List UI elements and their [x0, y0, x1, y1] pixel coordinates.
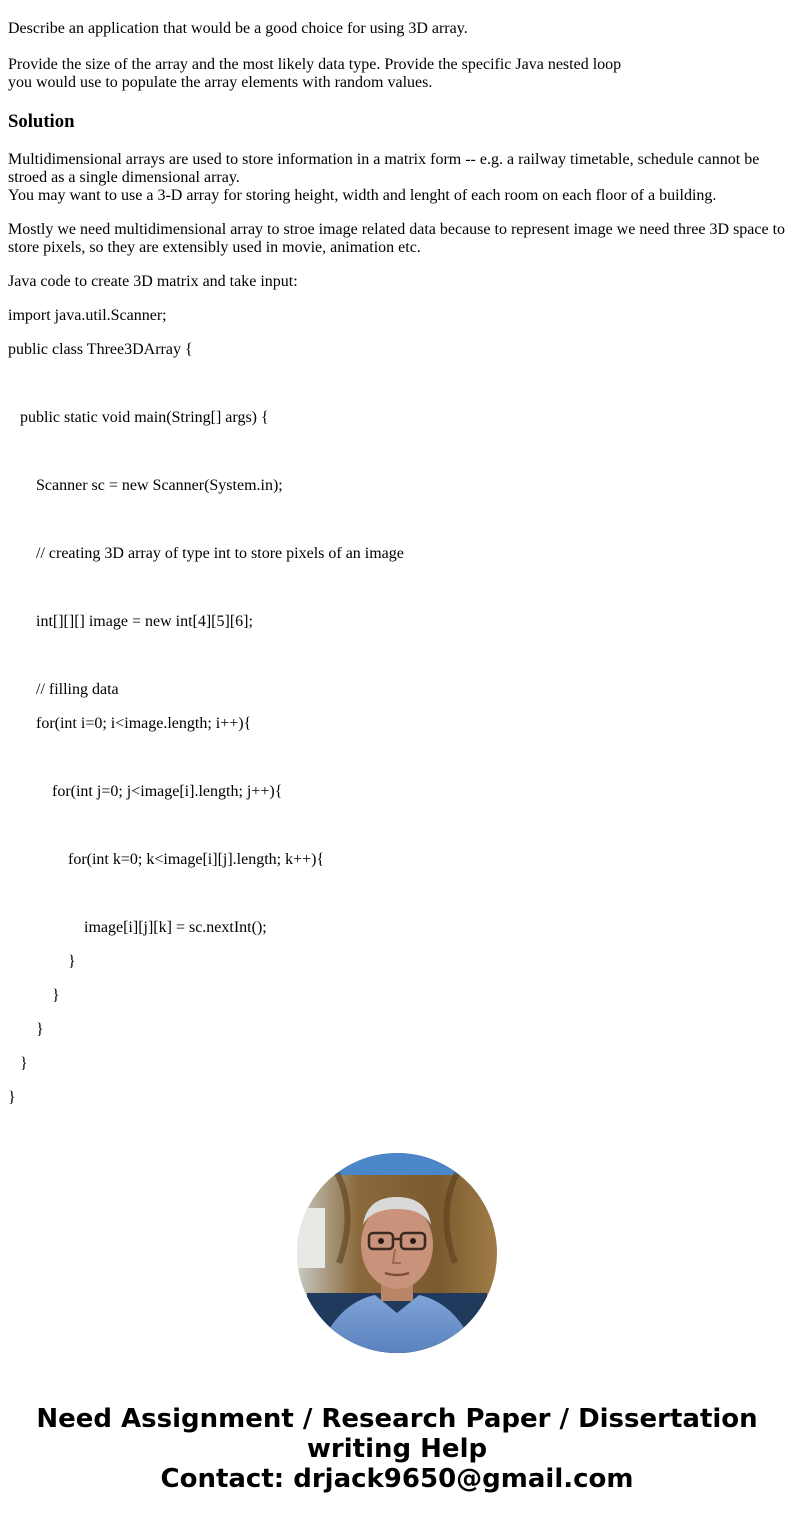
- code-line: for(int i=0; i<image.length; i++){: [8, 715, 252, 732]
- solution-paragraph-1: [8, 151, 759, 205]
- code-line: int[][][] image = new int[4][5][6];: [8, 613, 253, 630]
- code-line: for(int k=0; k<image[i][j].length; k++){: [8, 851, 325, 868]
- code-line: for(int j=0; j<image[i].length; j++){: [8, 783, 283, 800]
- solution-paragraph-1-line-1: Multidimensional arrays are used to store information in a matrix form -- e.g. a railway timetable, schedule cannot be: [8, 151, 760, 168]
- question-paragraph-1: Describe an application that would be a good choice for using 3D array.: [8, 20, 468, 37]
- cta-line-1: Need Assignment / Research Paper / Dissertation: [36, 1404, 758, 1434]
- code-line: // filling data: [8, 681, 119, 698]
- question-paragraph-2-line-2: you would use to populate the array elements with random values.: [8, 74, 433, 91]
- code-line: image[i][j][k] = sc.nextInt();: [8, 919, 267, 936]
- code-line: }: [8, 987, 60, 1004]
- solution-paragraph-2-line-2: store pixels, so they are extensibly used in movie, animation etc.: [8, 239, 421, 256]
- code-line: public class Three3DArray {: [8, 341, 193, 358]
- code-line: Scanner sc = new Scanner(System.in);: [8, 477, 283, 494]
- code-intro: Java code to create 3D matrix and take input:: [8, 273, 298, 290]
- code-line: import java.util.Scanner;: [8, 307, 167, 324]
- question-heading: [8, 0, 160, 6]
- code-line: public static void main(String[] args) {: [8, 409, 269, 426]
- person-photo-icon: [297, 1153, 497, 1353]
- solution-heading: Solution: [8, 111, 75, 132]
- solution-paragraph-1-line-2: stroed as a single dimensional array.: [8, 169, 240, 186]
- code-line: }: [8, 1055, 28, 1072]
- contact-banner: [0, 1404, 794, 1494]
- code-line: }: [8, 1089, 16, 1106]
- author-avatar: [297, 1153, 497, 1353]
- cta-line-3: Contact: drjack9650@gmail.com: [160, 1464, 634, 1494]
- question-paragraph-2: [8, 56, 621, 92]
- code-line: // creating 3D array of type int to store pixels of an image: [8, 545, 404, 562]
- question-paragraph-2-line-1: Provide the size of the array and the most likely data type. Provide the specific Java nested loop: [8, 56, 622, 73]
- code-line: }: [8, 953, 76, 970]
- solution-paragraph-2-line-1: Mostly we need multidimensional array to stroe image related data because to represent image we need three 3D space to: [8, 221, 786, 238]
- code-line: }: [8, 1021, 44, 1038]
- solution-paragraph-2: [8, 221, 785, 257]
- solution-paragraph-1-line-3: You may want to use a 3-D array for storing height, width and lenght of each room on each floor of a building.: [8, 187, 717, 204]
- cta-line-2: writing Help: [306, 1434, 488, 1464]
